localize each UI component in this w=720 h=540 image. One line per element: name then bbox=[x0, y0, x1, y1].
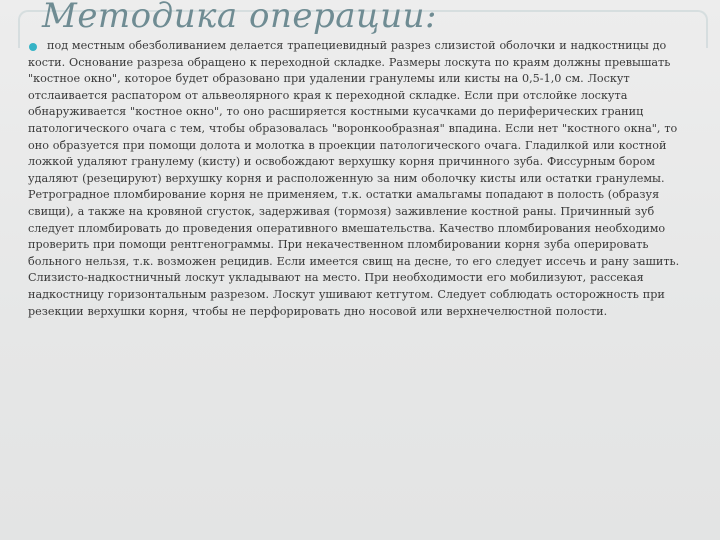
bullet-text: под местным обезболиванием делается трапециевидный разрез слизистой оболочки и надкостницы до кости. Основание разреза обращено к переходной складке. Размеры лоскута по краям должны превышать "костное окно", которое будет образовано при удалении гранулемы или кисты на 0,5-1,0 см. Лоскут отслаивается распатором от альвеолярного края к переходной складке. Если при отслойке лоскута обнаруживается "костное окно", то оно расширяется костными кусачками до периферических границ патологического очага с тем, чтобы образовалась "воронкообразная" впадина. Если нет "костного окна", то оно образуется при помощи долота и молотка в проекции патологического очага. Гладилкой или костной ложкой удаляют гранулему (кисту) и освобождают верхушку корня причинного зуба. Фиссурным бором удаляют (резецируют) верхушку корня и расположенную за ним оболочку кисты или остатки гранулемы. Ретроградное пломбирование корня не применяем, т.к. остатки амальгамы попадают в полость (образуя свищи), а также на кровяной сгусток, задерживая (тормозя) заживление костной раны. Причинный зуб следует пломбировать до проведения оперативного вмешательства. Качество пломбирования необходимо проверить при помощи рентгенограммы. При некачественном пломбировании корня зуба оперировать больного нельзя, т.к. возможен рецидив. Если имеется свищ на десне, то его следует иссечь и рану зашить. Слизисто-надкостничный лоскут укладывают на место. При необходимости его мобилизуют, рассекая надкостницу горизонтальным разрезом. Лоскут ушивают кетгутом. Следует соблюдать осторожность при резекции верхушки корня, чтобы не перфорировать дно носовой или верхнечелюстной полости. bbox=[28, 39, 680, 318]
slide-title: Методика операции: bbox=[42, 0, 437, 36]
